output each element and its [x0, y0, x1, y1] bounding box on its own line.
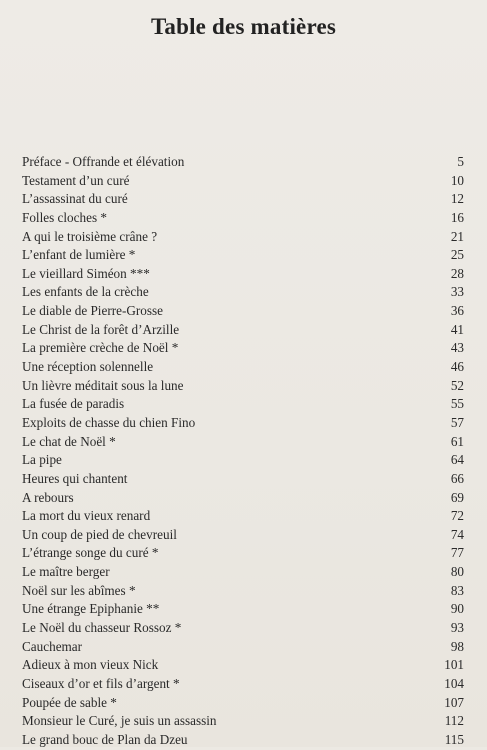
toc-entry-title: Monsieur le Curé, je suis un assassin: [22, 713, 217, 729]
toc-entry: [22, 190, 464, 209]
toc-entry-page-number: 16: [450, 209, 464, 225]
table-of-contents: [22, 153, 464, 750]
toc-entry-page-number: 33: [450, 284, 464, 300]
toc-entry-page-number: 101: [444, 657, 464, 673]
toc-entry-page-number: 36: [450, 303, 464, 319]
toc-entry-title: Le Christ de la forêt d’Arzille: [22, 321, 180, 337]
toc-entry-page-number: 115: [444, 731, 464, 747]
toc-entry: [22, 600, 464, 619]
toc-entry-page-number: 112: [444, 713, 464, 729]
toc-entry: [22, 712, 464, 731]
toc-entry-page-number: 66: [450, 470, 464, 486]
toc-entry-page-number: 52: [450, 377, 464, 393]
toc-entry-title: La mort du vieux renard: [22, 508, 151, 524]
toc-entry-page-number: 55: [450, 396, 464, 412]
toc-entry-title: Un coup de pied de chevreuil: [22, 526, 177, 542]
toc-entry: [22, 582, 464, 601]
toc-entry: [22, 377, 464, 396]
toc-entry-title: A rebours: [22, 489, 74, 505]
toc-entry: [22, 638, 464, 657]
toc-entry-page-number: 72: [450, 508, 464, 524]
toc-entry-title: Le vieillard Siméon ***: [22, 265, 150, 281]
toc-entry: [22, 321, 464, 340]
toc-entry-page-number: 80: [450, 564, 464, 580]
toc-entry: [22, 470, 464, 489]
toc-entry-title: Le Noël du chasseur Rossoz *: [22, 620, 182, 636]
toc-entry-title: L’enfant de lumière *: [22, 247, 136, 263]
toc-entry-title: Une réception solennelle: [22, 359, 154, 375]
toc-entry-title: La première crèche de Noël *: [22, 340, 179, 356]
toc-entry-title: Le grand bouc de Plan da Dzeu: [22, 731, 188, 747]
toc-entry: [22, 526, 464, 545]
toc-entry-page-number: 57: [450, 414, 464, 430]
toc-entry: [22, 656, 464, 675]
toc-entry-title: A qui le troisième crâne ?: [22, 228, 158, 244]
toc-entry-title: Les enfants de la crèche: [22, 284, 149, 300]
toc-entry: [22, 395, 464, 414]
toc-entry-title: L’étrange songe du curé *: [22, 545, 159, 561]
toc-entry-page-number: 77: [450, 545, 464, 561]
toc-entry-page-number: 61: [450, 433, 464, 449]
toc-entry: [22, 544, 464, 563]
toc-entry-title: Poupée de sable *: [22, 694, 117, 710]
toc-entry-title: Adieux à mon vieux Nick: [22, 657, 159, 673]
toc-entry-title: Ciseaux d’or et fils d’argent *: [22, 675, 180, 691]
toc-entry-title: La fusée de paradis: [22, 396, 125, 412]
toc-entry-title: Un lièvre méditait sous la lune: [22, 377, 184, 393]
toc-entry: [22, 489, 464, 508]
toc-entry: [22, 694, 464, 713]
toc-entry-page-number: 83: [450, 582, 464, 598]
toc-entry: [22, 172, 464, 191]
toc-entry-page-number: 28: [450, 265, 464, 281]
toc-entry-title: La pipe: [22, 452, 62, 468]
toc-entry: [22, 451, 464, 470]
toc-entry-page-number: 69: [450, 489, 464, 505]
toc-entry-page-number: 104: [444, 675, 464, 691]
toc-entry-title: Heures qui chantent: [22, 470, 128, 486]
toc-entry-page-number: 107: [444, 694, 464, 710]
toc-entry-page-number: 10: [450, 172, 464, 188]
toc-entry-page-number: 41: [450, 321, 464, 337]
toc-entry: [22, 246, 464, 265]
toc-entry-title: Le diable de Pierre-Grosse: [22, 303, 163, 319]
toc-entry-title: Une étrange Epiphanie **: [22, 601, 160, 617]
toc-entry: [22, 339, 464, 358]
toc-entry-title: Préface - Offrande et élévation: [22, 154, 185, 169]
toc-entry-title: Noël sur les abîmes *: [22, 582, 136, 598]
toc-entry-title: Cauchemar: [22, 638, 83, 654]
toc-entry-title: Le maître berger: [22, 564, 110, 580]
toc-entry-page-number: 25: [450, 247, 464, 263]
toc-entry-page-number: 74: [450, 526, 464, 542]
toc-entry: [22, 433, 464, 452]
toc-entry-title: L’assassinat du curé: [22, 191, 128, 207]
toc-entry: [22, 563, 464, 582]
toc-entry: [22, 153, 464, 172]
toc-entry-page-number: 90: [450, 601, 464, 617]
toc-entry-page-number: 93: [450, 620, 464, 636]
toc-entry: [22, 675, 464, 694]
toc-entry-page-number: 46: [450, 359, 464, 375]
toc-entry-page-number: 12: [450, 191, 464, 207]
toc-entry: [22, 265, 464, 284]
toc-entry: [22, 228, 464, 247]
toc-entry-page-number: 21: [450, 228, 464, 244]
toc-entry: [22, 283, 464, 302]
toc-entry-page-number: 98: [450, 638, 464, 654]
toc-entry-title: Testament d’un curé: [22, 172, 130, 188]
toc-entry-page-number: 5: [457, 154, 464, 169]
toc-entry-title: Folles cloches *: [22, 209, 107, 225]
toc-entry-title: Exploits de chasse du chien Fino: [22, 414, 196, 430]
page-title: Table des matières: [150, 14, 337, 39]
toc-entry: [22, 414, 464, 433]
toc-entry-page-number: 43: [450, 340, 464, 356]
toc-entry: [22, 209, 464, 228]
toc-entry-page-number: 64: [450, 452, 464, 468]
toc-entry: [22, 358, 464, 377]
toc-entry-title: Le chat de Noël *: [22, 433, 116, 449]
toc-entry: [22, 619, 464, 638]
toc-entry: [22, 302, 464, 321]
toc-entry: [22, 507, 464, 526]
